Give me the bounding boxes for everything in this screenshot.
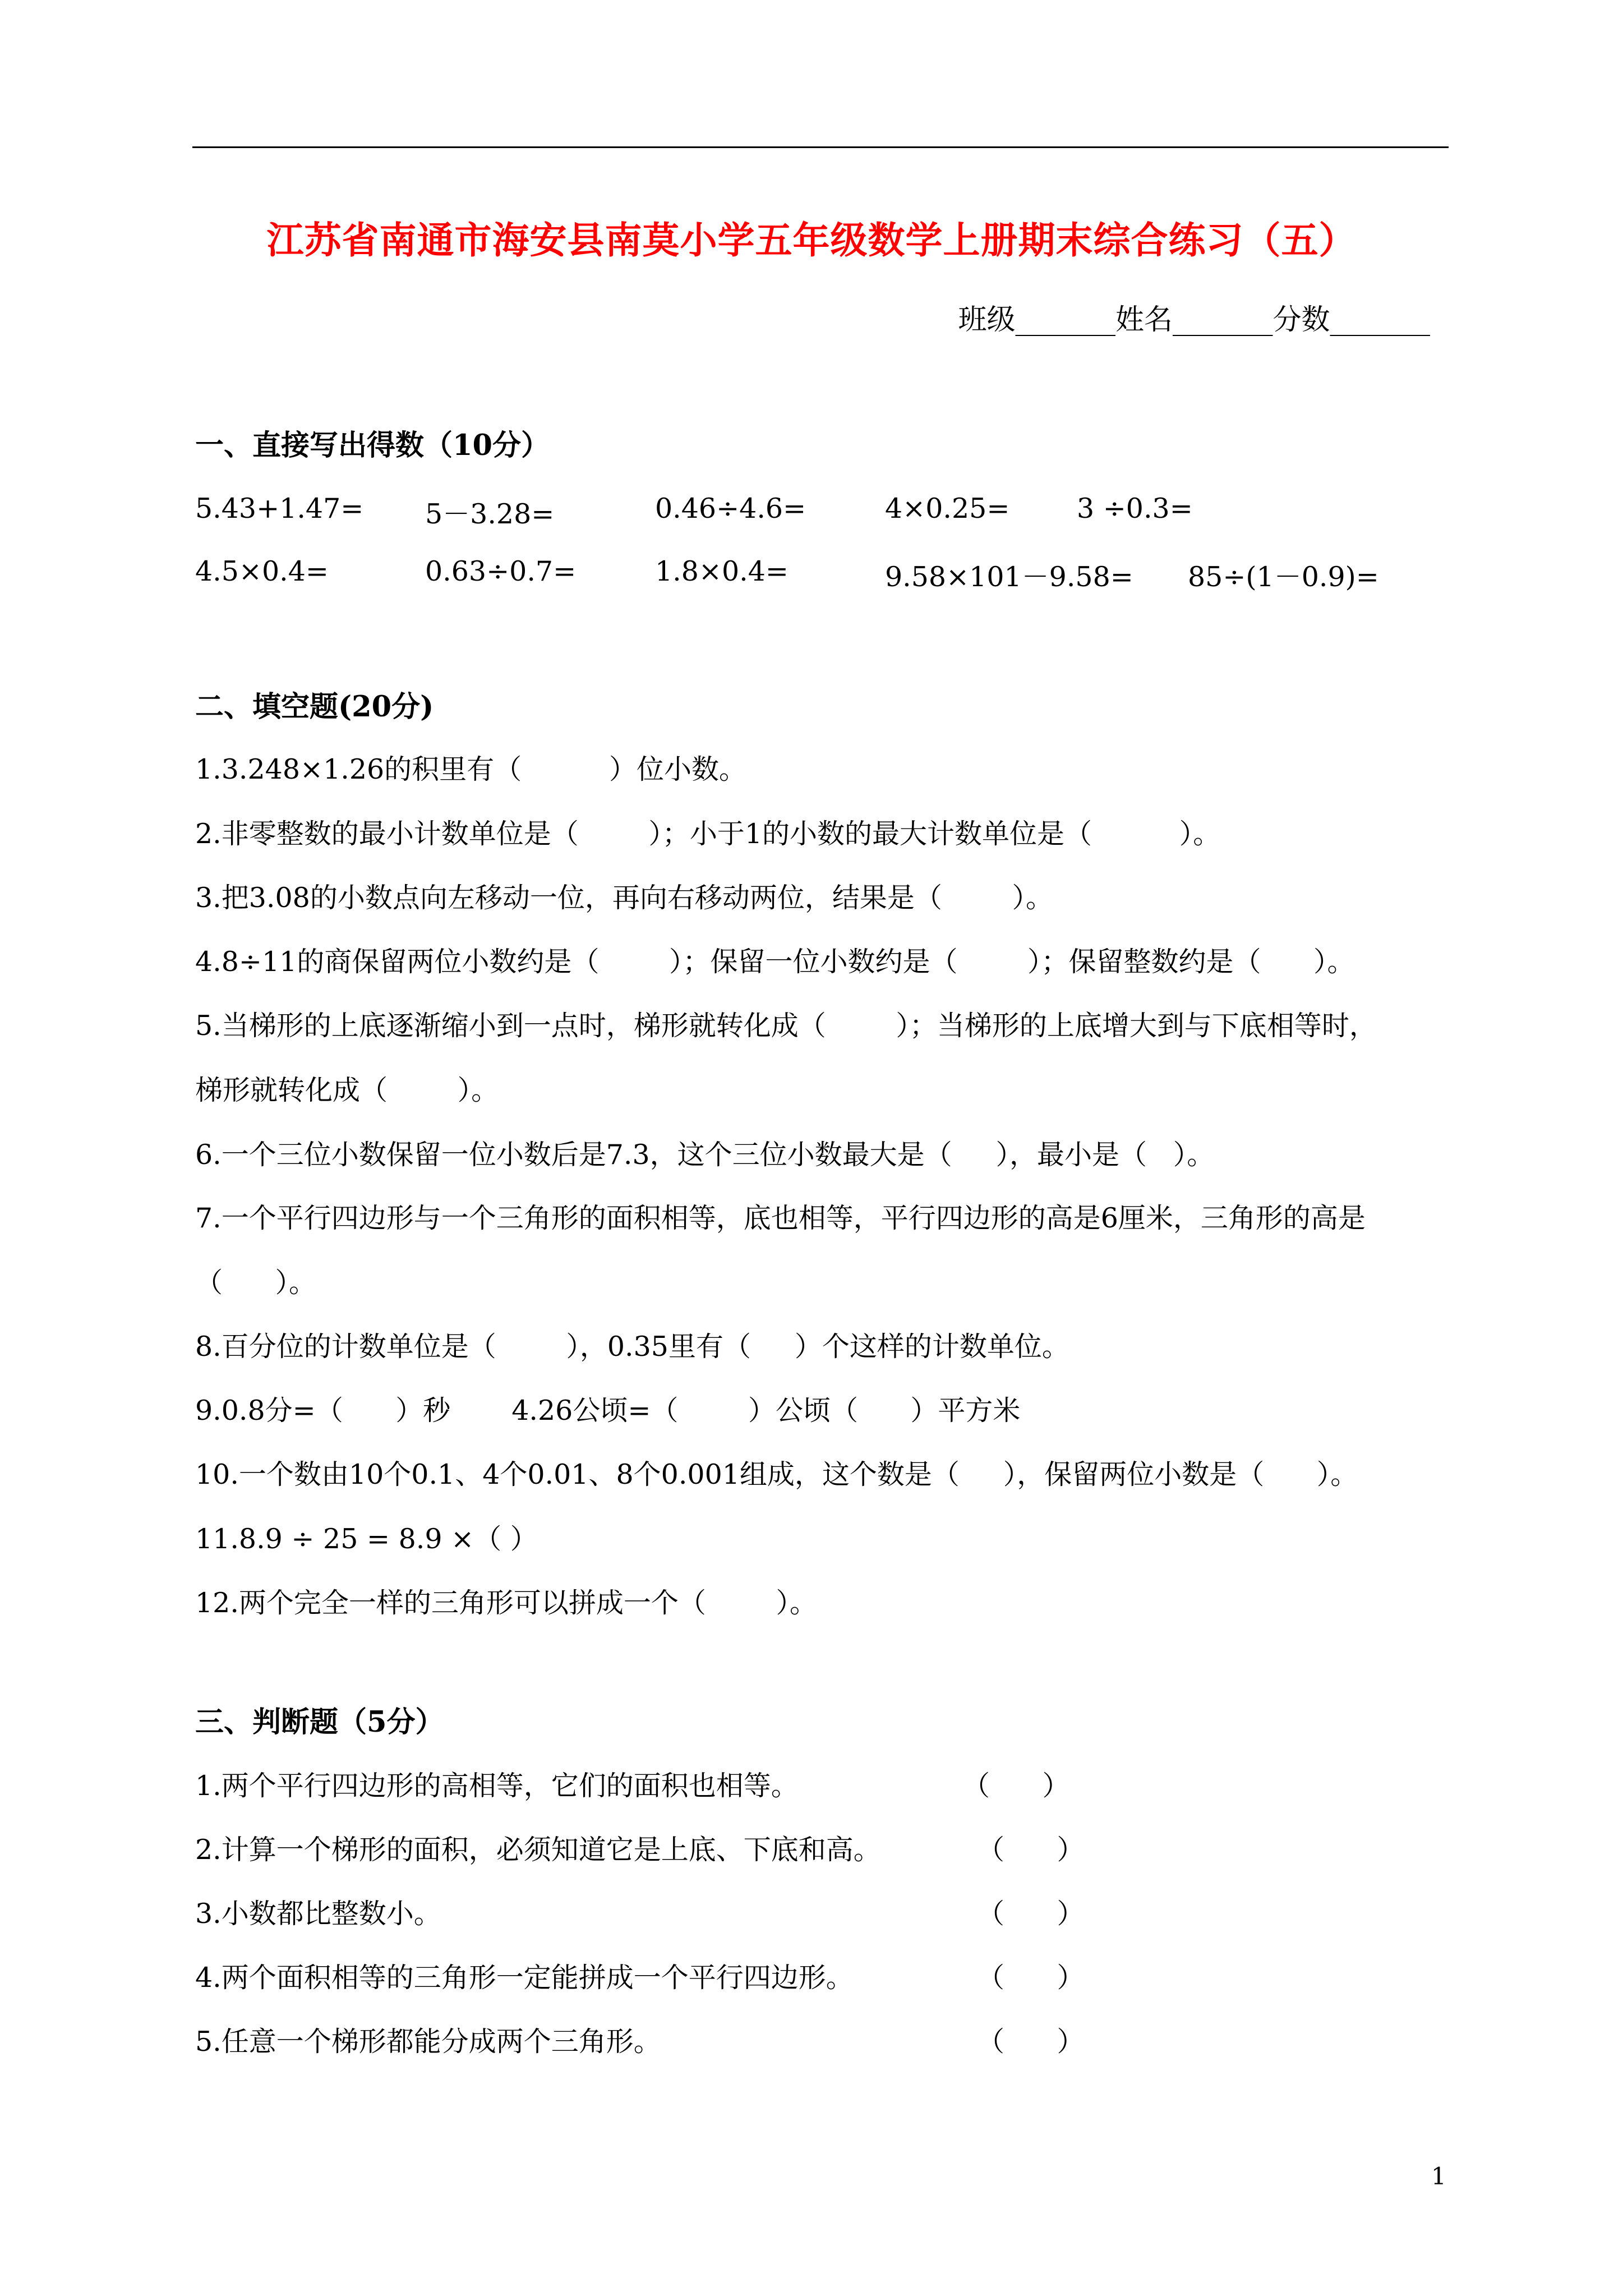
answer-paren: （ ）	[977, 1834, 1085, 1866]
judge-item: 2.计算一个梯形的面积，必须知道它是上底、下底和高。	[195, 1834, 881, 1866]
section-1-heading: 一、直接写出得数（10分）	[195, 429, 550, 462]
fill-blank-line: 8.百分位的计数单位是（ ），0.35里有（ ）个这样的计数单位。	[195, 1331, 1069, 1363]
fill-blank-line: 3.把3.08的小数点向左移动一位，再向右移动两位，结果是（ ）。	[195, 882, 1053, 914]
calc-item: 5.43+1.47=	[195, 493, 364, 524]
fill-blank-line: 4.8÷11的商保留两位小数约是（ ）；保留一位小数约是（ ）；保留整数约是（ ）。	[195, 946, 1355, 978]
calc-item: 4.5×0.4=	[195, 555, 329, 587]
fill-blank-line: 7.一个平行四边形与一个三角形的面积相等，底也相等，平行四边形的高是6厘米，三角形的高是	[195, 1202, 1366, 1234]
calc-item: 5－3.28=	[425, 498, 555, 530]
fill-blank-line: 12.两个完全一样的三角形可以拼成一个（ ）。	[195, 1587, 818, 1619]
judge-item: 4.两个面积相等的三角形一定能拼成一个平行四边形。	[195, 1962, 854, 1994]
fill-blank-line: 6.一个三位小数保留一位小数后是7.3，这个三位小数最大是（ ），最小是（ ）。	[195, 1139, 1215, 1171]
calc-item: 0.46÷4.6=	[655, 493, 806, 524]
calc-item: 1.8×0.4=	[655, 555, 789, 587]
page-title: 江苏省南通市海安县南莫小学五年级数学上册期末综合练习（五）	[266, 218, 1357, 262]
answer-paren: （ ）	[962, 1770, 1070, 1802]
calc-item: 4×0.25=	[885, 493, 1010, 524]
fill-blank-line: （ ）。	[195, 1267, 316, 1299]
answer-paren: （ ）	[977, 1898, 1085, 1930]
judge-item: 3.小数都比整数小。	[195, 1898, 441, 1930]
answer-paren: （ ）	[977, 1962, 1085, 1994]
page-number: 1	[1431, 2162, 1446, 2190]
answer-paren: （ ）	[977, 2026, 1085, 2058]
calc-item: 85÷(1－0.9)=	[1188, 561, 1379, 593]
fill-blank-line: 5.当梯形的上底逐渐缩小到一点时，梯形就转化成（ ）；当梯形的上底增大到与下底相等时，	[195, 1010, 1377, 1042]
calc-item: 9.58×101－9.58=	[885, 561, 1133, 593]
section-3-heading: 三、判断题（5分）	[195, 1705, 444, 1739]
fill-blank-line: 11.8.9 ÷ 25 = 8.9 ×（ ）	[195, 1523, 538, 1555]
fill-blank-line: 9.0.8分=（ ）秒 4.26公顷=（ ）公顷（ ）平方米	[195, 1395, 1021, 1427]
judge-item: 1.两个平行四边形的高相等，它们的面积也相等。	[195, 1770, 799, 1802]
calc-item: 0.63÷0.7=	[425, 555, 577, 587]
fill-blank-line: 1.3.248×1.26的积里有（ ）位小数。	[195, 753, 746, 785]
fill-blank-line: 2.非零整数的最小计数单位是（ ）；小于1的小数的最大计数单位是（ ）。	[195, 818, 1221, 850]
calc-item: 3 ÷0.3=	[1077, 493, 1193, 524]
section-2-heading: 二、填空题(20分)	[195, 690, 434, 724]
header-rule	[192, 146, 1449, 148]
judge-item: 5.任意一个梯形都能分成两个三角形。	[195, 2026, 661, 2058]
fill-blank-line: 梯形就转化成（ ）。	[195, 1074, 499, 1106]
fill-blank-line: 10.一个数由10个0.1、4个0.01、8个0.001组成，这个数是（ ），保留两位小数是（ ）。	[195, 1458, 1358, 1490]
student-info-line: 班级_______姓名_______分数_______	[958, 303, 1430, 337]
